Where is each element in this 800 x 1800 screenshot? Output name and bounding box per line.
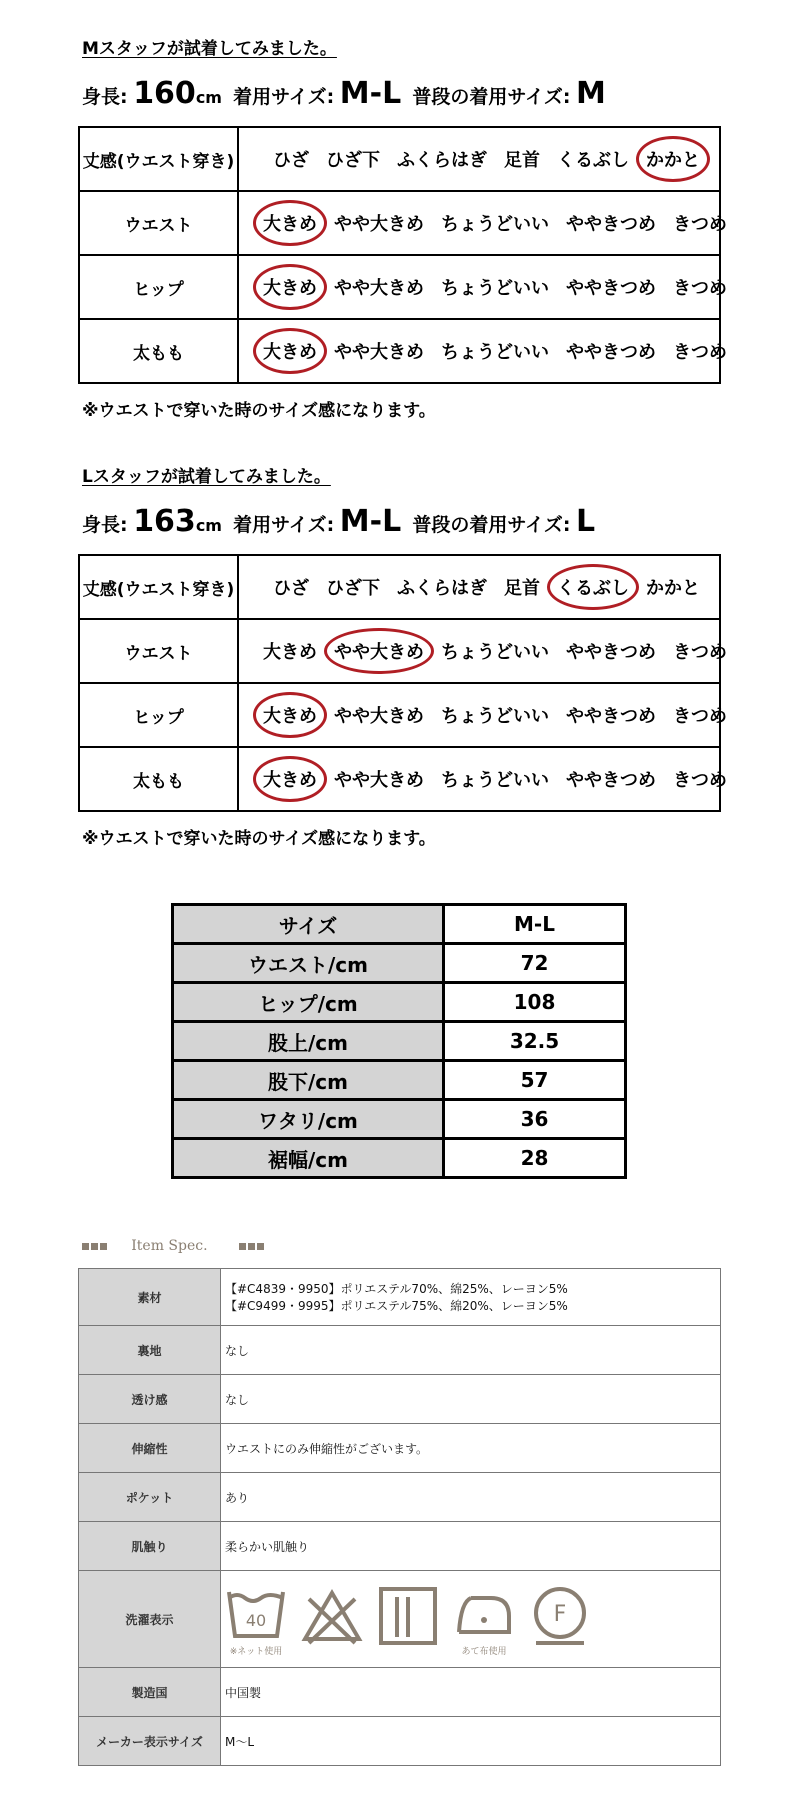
fit-option: ややきつめ	[566, 214, 656, 235]
spec-value	[221, 1668, 721, 1717]
spec-value-line: 【#C4839・9950】ポリエステル70%、綿25%、レーヨン5%	[225, 1282, 568, 1296]
size-measure-value: 72	[444, 944, 626, 983]
spec-label: 伸縮性	[79, 1424, 221, 1473]
wear-size-value: M-L	[339, 504, 402, 539]
item-spec-heading	[82, 1238, 266, 1254]
spec-label: 素材	[79, 1269, 221, 1326]
square-icon	[91, 1243, 98, 1250]
fit-option: やや大きめ	[334, 770, 424, 791]
wash-40-net-icon	[225, 1582, 287, 1644]
no-bleach-icon	[301, 1585, 363, 1647]
fit-options	[238, 319, 727, 383]
m-staff-note: ※ウエストで穿いた時のサイズ感になります。	[82, 401, 436, 421]
care-item	[529, 1585, 591, 1657]
fit-option: ちょうどいい	[441, 278, 549, 299]
fit-option: 足首	[504, 150, 540, 171]
fit-option: ややきつめ	[566, 770, 656, 791]
m-staff-fit-table	[78, 126, 727, 384]
fit-option: きつめ	[673, 214, 727, 235]
fit-option: 大きめ	[263, 642, 317, 663]
usual-size-value: L	[576, 504, 596, 539]
fit-option: きつめ	[673, 278, 727, 299]
fit-option: ふくらはぎ	[397, 578, 487, 599]
fit-option: ちょうどいい	[441, 342, 549, 363]
size-row	[173, 1100, 626, 1139]
size-header-row	[173, 905, 626, 944]
spec-value	[221, 1571, 721, 1668]
dry-clean-f-icon	[529, 1585, 591, 1647]
spec-value-line: 柔らかい肌触り	[225, 1539, 310, 1554]
care-item	[225, 1582, 287, 1657]
square-icon	[100, 1243, 107, 1250]
spec-value	[221, 1269, 721, 1326]
fit-row-label: 丈感(ウエスト穿き)	[79, 127, 238, 191]
care-item	[377, 1585, 439, 1657]
fit-option: ちょうどいい	[441, 214, 549, 235]
spec-row	[79, 1668, 721, 1717]
m-staff-title: Mスタッフが試着してみました。	[82, 39, 337, 59]
line-dry-icon	[377, 1585, 439, 1647]
size-measure-label: ヒップ/cm	[173, 983, 444, 1022]
care-icons	[225, 1576, 716, 1663]
fit-option-selected: かかと	[642, 146, 704, 172]
fit-row	[79, 747, 720, 811]
spec-row	[79, 1424, 721, 1473]
fit-option: 足首	[504, 578, 540, 599]
fit-row	[79, 683, 720, 747]
fit-row-label: 丈感(ウエスト穿き)	[79, 555, 238, 619]
size-measure-label: 裾幅/cm	[173, 1139, 444, 1178]
fit-option: きつめ	[673, 642, 727, 663]
fit-option-selected: 大きめ	[259, 274, 321, 300]
size-measure-value: 28	[444, 1139, 626, 1178]
spec-value	[221, 1717, 721, 1766]
fit-option: ひざ	[273, 150, 309, 171]
spec-value-line: あり	[225, 1490, 250, 1505]
fit-option-selected: やや大きめ	[330, 638, 428, 664]
l-staff-stats	[82, 504, 595, 539]
fit-row	[79, 191, 720, 255]
fit-option: ややきつめ	[566, 278, 656, 299]
fit-options	[238, 555, 720, 619]
fit-option: やや大きめ	[334, 706, 424, 727]
svg-text:F: F	[553, 1601, 567, 1627]
fit-option: ひざ下	[326, 150, 380, 171]
fit-options	[238, 619, 727, 683]
fit-option: ちょうどいい	[441, 706, 549, 727]
square-icon	[248, 1243, 255, 1250]
fit-row-label: ウエスト	[79, 191, 238, 255]
square-icon	[239, 1243, 246, 1250]
care-item	[453, 1582, 515, 1657]
l-staff-fit-table	[78, 554, 727, 812]
fit-options	[238, 683, 727, 747]
size-measure-value: 36	[444, 1100, 626, 1139]
fit-option: ややきつめ	[566, 342, 656, 363]
fit-option: ひざ	[273, 578, 309, 599]
spec-label: 製造国	[79, 1668, 221, 1717]
spec-row	[79, 1375, 721, 1424]
height-label: 身長:	[82, 86, 128, 108]
size-header-value: M-L	[444, 905, 626, 944]
square-icon	[257, 1243, 264, 1250]
wear-size-label: 着用サイズ:	[233, 86, 335, 108]
spec-label: ポケット	[79, 1473, 221, 1522]
fit-options	[238, 255, 727, 319]
spec-value	[221, 1375, 721, 1424]
spec-value	[221, 1473, 721, 1522]
usual-size-label: 普段の着用サイズ:	[412, 514, 571, 536]
size-header-label: サイズ	[173, 905, 444, 944]
fit-row	[79, 127, 720, 191]
fit-options	[238, 747, 727, 811]
fit-option-selected: 大きめ	[259, 338, 321, 364]
spec-value	[221, 1326, 721, 1375]
spec-row	[79, 1269, 721, 1326]
fit-row-label: 太もも	[79, 319, 238, 383]
spec-row	[79, 1571, 721, 1668]
spec-label: 透け感	[79, 1375, 221, 1424]
fit-row	[79, 619, 720, 683]
fit-options	[238, 191, 727, 255]
spec-value-line: 中国製	[225, 1685, 262, 1700]
l-staff-note: ※ウエストで穿いた時のサイズ感になります。	[82, 829, 436, 849]
usual-size-value: M	[576, 76, 606, 111]
fit-option: ふくらはぎ	[397, 150, 487, 171]
size-row	[173, 1022, 626, 1061]
size-measure-value: 108	[444, 983, 626, 1022]
care-caption	[331, 1647, 334, 1657]
size-row	[173, 1061, 626, 1100]
care-caption: あて布使用	[461, 1646, 507, 1657]
size-measure-label: 股下/cm	[173, 1061, 444, 1100]
fit-row	[79, 555, 720, 619]
height-value: 160	[133, 76, 196, 111]
l-staff-title: Lスタッフが試着してみました。	[82, 467, 331, 487]
size-measure-label: 股上/cm	[173, 1022, 444, 1061]
fit-option: きつめ	[673, 770, 727, 791]
square-icon	[82, 1243, 89, 1250]
fit-row-label: 太もも	[79, 747, 238, 811]
spec-value	[221, 1424, 721, 1473]
fit-option-selected: 大きめ	[259, 766, 321, 792]
fit-option-selected: くるぶし	[553, 574, 633, 600]
fit-option: やや大きめ	[334, 214, 424, 235]
m-staff-stats	[82, 76, 606, 111]
fit-option: きつめ	[673, 706, 727, 727]
spec-value-line: ウエストにのみ伸縮性がございます。	[225, 1441, 429, 1456]
spec-label: 洗濯表示	[79, 1571, 221, 1668]
fit-option: ややきつめ	[566, 642, 656, 663]
fit-row-label: ヒップ	[79, 255, 238, 319]
spec-row	[79, 1326, 721, 1375]
item-spec-table	[78, 1268, 721, 1766]
spec-value-line: M〜L	[225, 1734, 255, 1749]
care-caption	[407, 1647, 410, 1657]
height-unit: cm	[195, 516, 222, 535]
spec-row	[79, 1717, 721, 1766]
size-row	[173, 983, 626, 1022]
usual-size-label: 普段の着用サイズ:	[412, 86, 571, 108]
spec-label: 肌触り	[79, 1522, 221, 1571]
height-unit: cm	[195, 88, 222, 107]
fit-row	[79, 255, 720, 319]
fit-row-label: ヒップ	[79, 683, 238, 747]
spec-label: メーカー表示サイズ	[79, 1717, 221, 1766]
size-row	[173, 944, 626, 983]
wear-size-value: M-L	[339, 76, 402, 111]
spec-label: 裏地	[79, 1326, 221, 1375]
fit-option: やや大きめ	[334, 342, 424, 363]
care-caption	[559, 1647, 562, 1657]
fit-option: きつめ	[673, 342, 727, 363]
wear-size-label: 着用サイズ:	[233, 514, 335, 536]
size-row	[173, 1139, 626, 1178]
size-measure-label: ウエスト/cm	[173, 944, 444, 983]
spec-value-line: なし	[225, 1343, 250, 1358]
spec-row	[79, 1473, 721, 1522]
item-spec-title: Item Spec.	[131, 1238, 208, 1254]
fit-option: ひざ下	[326, 578, 380, 599]
fit-row	[79, 319, 720, 383]
care-caption: ※ネット使用	[229, 1646, 283, 1657]
height-label: 身長:	[82, 514, 128, 536]
fit-option-selected: 大きめ	[259, 210, 321, 236]
size-measure-value: 57	[444, 1061, 626, 1100]
fit-option: ちょうどいい	[441, 770, 549, 791]
fit-option-selected: 大きめ	[259, 702, 321, 728]
fit-option: かかと	[646, 578, 700, 599]
size-table	[171, 903, 627, 1179]
spec-row	[79, 1522, 721, 1571]
size-measure-label: ワタリ/cm	[173, 1100, 444, 1139]
svg-text:40: 40	[245, 1610, 267, 1630]
fit-option: くるぶし	[557, 150, 629, 171]
spec-value	[221, 1522, 721, 1571]
fit-options	[238, 127, 720, 191]
size-measure-value: 32.5	[444, 1022, 626, 1061]
fit-option: ちょうどいい	[441, 642, 549, 663]
iron-low-cloth-icon	[453, 1582, 515, 1644]
fit-option: やや大きめ	[334, 278, 424, 299]
spec-value-line: 【#C9499・9995】ポリエステル75%、綿20%、レーヨン5%	[225, 1299, 568, 1313]
spec-value-line: なし	[225, 1392, 250, 1407]
fit-option: ややきつめ	[566, 706, 656, 727]
height-value: 163	[133, 504, 196, 539]
fit-row-label: ウエスト	[79, 619, 238, 683]
care-item	[301, 1585, 363, 1657]
